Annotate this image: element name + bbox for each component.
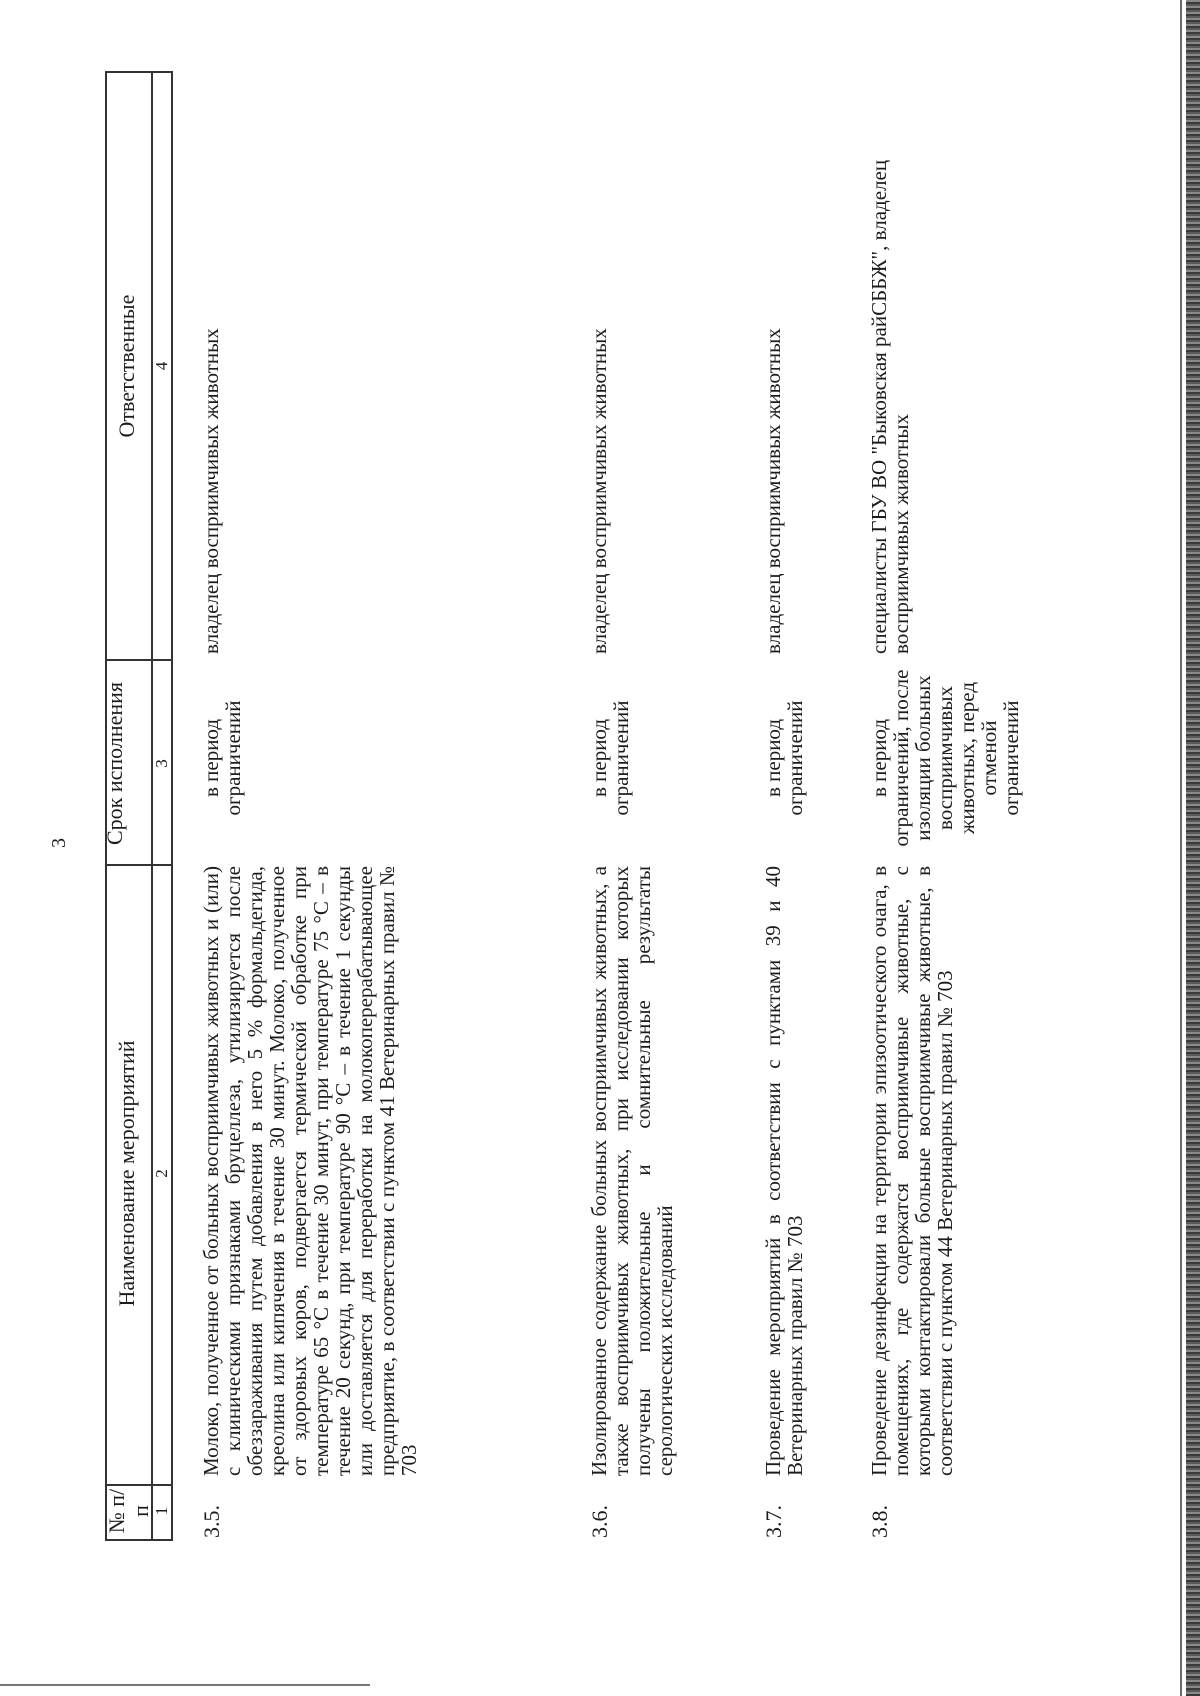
page-number: 3: [48, 838, 70, 848]
row-responsible-3-8: специалисты ГБУ ВО "Быковская райСББЖ", владелец восприимчивых животных: [867, 159, 913, 654]
row-number-3-5: 3.5.: [199, 1505, 224, 1538]
row-term-3-8: в период ограничений, после изоляции больных восприимчивых животных, перед отменой ограничений: [867, 669, 1023, 847]
row-responsible-3-7: владелец восприимчивых животных: [761, 328, 785, 654]
row-measure-3-5: Молоко, полученное от больных восприимчивых животных и (или) с клиническими признаками бруцеллеза, утилизируется после обеззараживания путем добавления в него 5 % формальдегида, креолина или кипячения в течение 30 минут. Молоко, полученное от здоровых коров, подвергается термической обработке при температуре 65 °С в течение 30 минут, при температуре 75 °С – в течение 20 секунд, при температуре 90 °С – в течение 1 секунды или доставляется для переработки на молокоперерабатывающее предприятие, в соответствии с пунктом 41 Ветеринарных правил № 703: [199, 866, 421, 1476]
row-measure-3-6: Изолированное содержание больных восприимчивых животных, а также восприимчивых животных, при исследовании которых получены положительные и сомнительные результаты серологических исследований: [587, 866, 677, 1476]
colnum-1: 1: [152, 1506, 171, 1516]
header-measures: Наименование мероприятий: [114, 1040, 139, 1307]
header-term: Срок исполнения: [102, 681, 127, 846]
row-responsible-3-5: владелец восприимчивых животных: [199, 328, 223, 654]
row-number-3-7: 3.7.: [761, 1505, 786, 1538]
row-measure-3-8: Проведение дезинфекции на территории эпизоотического очага, в помещениях, где содержатся восприимчивые животные, с которыми контактировали больные восприимчивые животные, в соответствии с пунктом 44 Ветеринарных правил № 703: [867, 866, 957, 1476]
row-responsible-3-6: владелец восприимчивых животных: [587, 328, 611, 654]
colnum-2: 2: [152, 1169, 171, 1178]
row-number-3-6: 3.6.: [587, 1505, 612, 1538]
header-responsible: Ответственные: [114, 294, 139, 438]
row-measure-3-7: Проведение мероприятий в соответствии с пунктами 39 и 40 Ветеринарных правил № 703: [761, 866, 807, 1476]
table-right-line: [105, 71, 173, 73]
col-divider-3: [105, 659, 173, 661]
row-term-3-7: в период ограничений: [761, 700, 807, 816]
row-term-3-5: в период ограничений: [199, 700, 245, 816]
table-colnum-bottom-line: [171, 71, 173, 1541]
colnum-4: 4: [152, 361, 171, 371]
colnum-3: 3: [152, 759, 171, 768]
table-left-line: [105, 1539, 173, 1541]
row-term-3-6: в период ограничений: [587, 700, 633, 816]
header-number: № п/п: [104, 1488, 153, 1534]
row-number-3-8: 3.8.: [867, 1505, 892, 1538]
